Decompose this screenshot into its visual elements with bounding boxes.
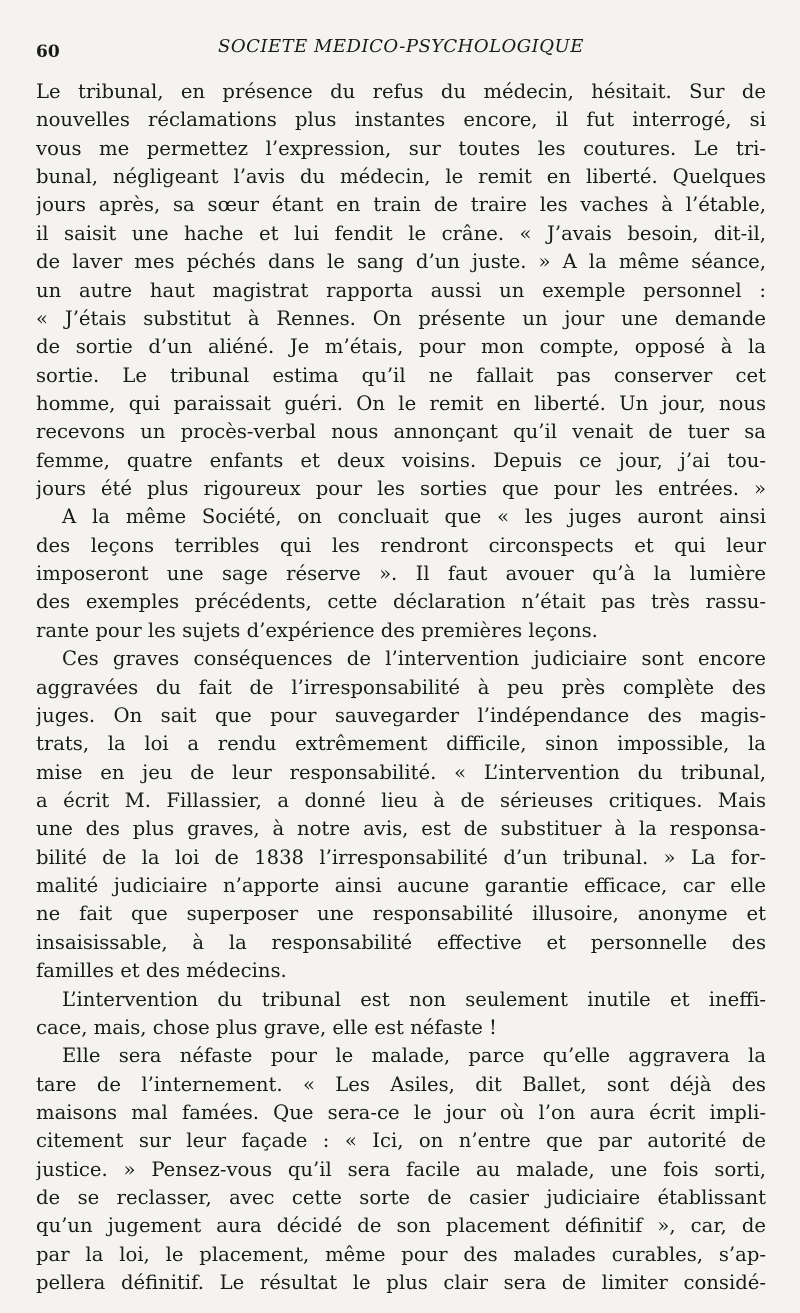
text-line: pellera définitif. Le résultat le plus clair sera de limiter considé- (36, 1271, 766, 1295)
text-line: des leçons terribles qui les rendront circonspects et qui leur (36, 533, 766, 557)
text-line: Ces graves conséquences de l’intervention judiciaire sont encore (62, 647, 766, 671)
text-line: malité judiciaire n’apporte ainsi aucune garantie efficace, car elle (36, 874, 766, 898)
text-line: Elle sera néfaste pour le malade, parce qu’elle aggravera la (62, 1044, 766, 1068)
text-line: ne fait que superposer une responsabilité illusoire, anonyme et (36, 902, 766, 926)
body-text (36, 78, 766, 1297)
text-line: de sortie d’un aliéné. Je m’étais, pour mon compte, opposé à la (36, 335, 766, 359)
text-line: mise en jeu de leur responsabilité. « L’intervention du tribunal, (36, 760, 766, 784)
running-title: SOCIETE MEDICO-PSYCHOLOGIQUE (218, 36, 584, 57)
text-line: justice. » Pensez-vous qu’il sera facile au malade, une fois sorti, (36, 1157, 766, 1181)
text-line: une des plus graves, à notre avis, est de substituer à la responsa- (36, 817, 766, 841)
text-line: femme, quatre enfants et deux voisins. Depuis ce jour, j’ai tou- (36, 448, 766, 472)
text-line: « J’étais substitut à Rennes. On présente un jour une demande (36, 306, 766, 330)
text-line: sortie. Le tribunal estima qu’il ne fallait pas conserver cet (36, 363, 766, 387)
text-line: il saisit une hache et lui fendit le crâne. « J’avais besoin, dit-il, (36, 221, 766, 245)
text-line: imposeront une sage réserve ». Il faut avouer qu’à la lumière (36, 562, 766, 586)
text-line: Le tribunal, en présence du refus du médecin, hésitait. Sur de (36, 80, 766, 103)
text-line: insaisissable, à la responsabilité effective et personnelle des (36, 930, 766, 954)
text-line: citement sur leur façade : « Ici, on n’entre que par autorité de (36, 1129, 766, 1153)
text-line: vous me permettez l’expression, sur toutes les coutures. Le tri- (36, 136, 766, 160)
text-line: bilité de la loi de 1838 l’irresponsabilité d’un tribunal. » La for- (36, 845, 766, 869)
text-line: L’intervention du tribunal est non seulement inutile et ineffi- (62, 987, 766, 1011)
text-line: de se reclasser, avec cette sorte de casier judiciaire établissant (36, 1186, 766, 1210)
text-line: maisons mal famées. Que sera-ce le jour où l’on aura écrit impli- (36, 1100, 766, 1124)
text-line: trats, la loi a rendu extrêmement difficile, sinon impossible, la (36, 732, 766, 756)
text-line: tare de l’internement. « Les Asiles, dit Ballet, sont déjà des (36, 1072, 766, 1096)
text-line: jours après, sa sœur étant en train de traire les vaches à l’étable, (36, 193, 766, 217)
text-line: par la loi, le placement, même pour des malades curables, s’ap- (36, 1242, 766, 1266)
text-line: de laver mes péchés dans le sang d’un juste. » A la même séance, (36, 250, 766, 274)
text-line: familles et des médecins. (36, 959, 287, 983)
page-number: 60 (36, 42, 60, 62)
text-line: un autre haut magistrat rapporta aussi un exemple personnel : (36, 278, 766, 302)
text-line: jours été plus rigoureux pour les sorties que pour les entrées. » (36, 477, 766, 501)
text-line: cace, mais, chose plus grave, elle est néfaste ! (36, 1015, 497, 1039)
text-line: a écrit M. Fillassier, a donné lieu à de sérieuses critiques. Mais (36, 788, 766, 812)
text-line: des exemples précédents, cette déclaration n’était pas très rassu- (36, 590, 766, 614)
text-line: A la même Société, on concluait que « les juges auront ainsi (62, 505, 766, 529)
text-line: rante pour les sujets d’expérience des premières leçons. (36, 618, 598, 642)
text-line: juges. On sait que pour sauvegarder l’indépendance des magis- (36, 703, 766, 727)
text-line: nouvelles réclamations plus instantes encore, il fut interrogé, si (36, 108, 766, 132)
text-line: bunal, négligeant l’avis du médecin, le remit en liberté. Quelques (36, 165, 766, 189)
text-line: homme, qui paraissait guéri. On le remit en liberté. Un jour, nous (36, 391, 766, 415)
text-line: aggravées du fait de l’irresponsabilité à peu près complète des (36, 675, 766, 699)
text-line: recevons un procès-verbal nous annonçant qu’il venait de tuer sa (36, 420, 766, 444)
text-line: qu’un jugement aura décidé de son placement définitif », car, de (36, 1214, 766, 1238)
